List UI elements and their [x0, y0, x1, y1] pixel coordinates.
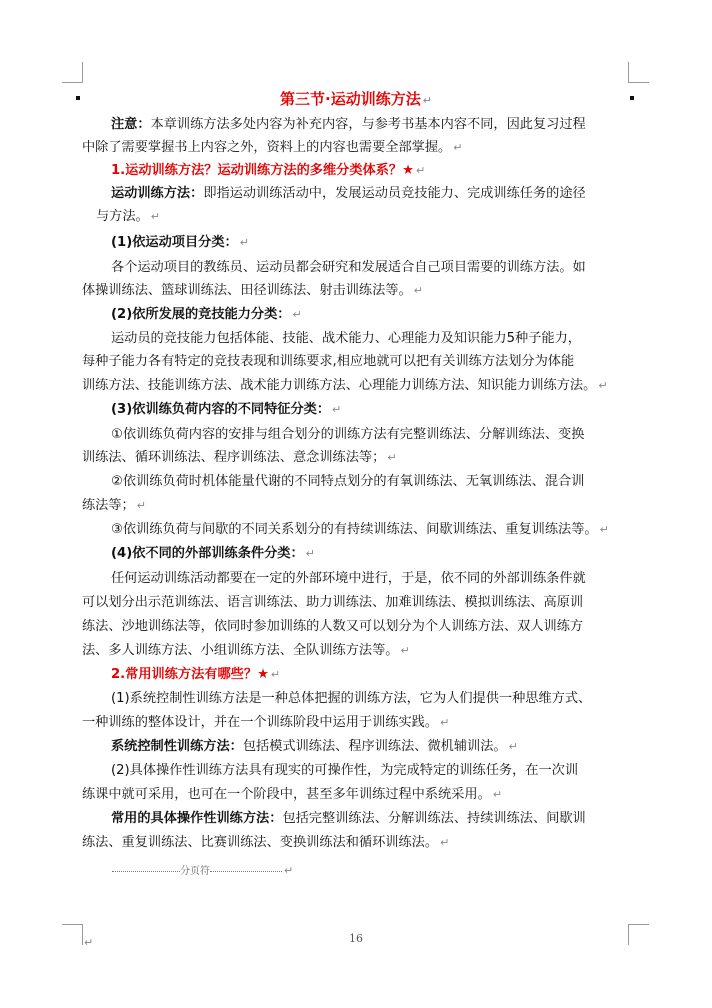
para-5-line-1: (1)系统控制性训练方法是一种总体把握的训练方法，它为人们提供一种思维方式、: [111, 691, 592, 706]
note-line-1: 注意：本章训练方法多处内容为补充内容，与参考书基本内容不同，因此复习过程: [111, 117, 586, 132]
subheading-4: (4)依不同的外部训练条件分类： ↵: [111, 546, 315, 561]
question-1-heading: 1.运动训练方法？运动训练方法的多维分类体系？★ ↵: [111, 163, 426, 178]
page-break-label: 分页符: [180, 866, 210, 877]
para-6: 系统控制性训练方法：包括模式训练法、程序训练法、微机辅训法。 ↵: [111, 739, 518, 754]
para-8-line-1: 常用的具体操作性训练方法：包括完整训练法、分解训练法、持续训练法、间歇训: [111, 811, 586, 826]
subheading-3: (3)依训练负荷内容的不同特征分类： ↵: [111, 402, 342, 417]
para-4-line-4: 法、多人训练方法、小组训练方法、全队训练方法等。 ↵: [82, 643, 410, 658]
para-3c-line-1: ③依训练负荷与间歇的不同关系划分的有持续训练法、间歇训练法、重复训练法等。 ↵: [111, 522, 609, 537]
note-line-2: 中除了需要掌握书上内容之外，资料上的内容也需要全部掌握。 ↵: [82, 140, 463, 155]
para-7-line-1: (2)具体操作性训练方法具有现实的可操作性，为完成特定的训练任务，在一次训: [111, 763, 579, 778]
para-7-line-2: 练课中就可采用，也可在一个阶段中，甚至多年训练过程中系统采用。 ↵: [82, 787, 503, 802]
para-3b-line-1: ②依训练负荷时机体能量代谢的不同特点划分的有氧训练法、无氧训练法、混合训: [111, 474, 585, 489]
para-1-line-1: 各个运动项目的教练员、运动员都会研究和发展适合自己项目需要的训练方法。如: [111, 260, 586, 275]
para-4-line-1: 任何运动训练活动都要在一定的外部环境中进行，于是，依不同的外部训练条件就: [111, 571, 586, 586]
para-3a-line-2: 训练法、循环训练法、程序训练法、意念训练法等； ↵: [82, 450, 397, 465]
star-icon: ★: [402, 163, 414, 178]
crop-mark-top-right: [628, 62, 649, 83]
para-2-line-1: 运动员的竞技能力包括体能、技能、战术能力、心理能力及知识能力5种子能力，: [111, 331, 581, 346]
footer-paragraph-mark: ↵: [84, 936, 94, 949]
para-4-line-3: 练法、沙地训练法等，依同时参加训练的人数又可以划分为个人训练方法、双人训练方: [82, 619, 584, 634]
definition-line-2: 与方法。 ↵: [96, 209, 160, 224]
para-4-line-2: 可以划分出示范训练法、语言训练法、助力训练法、加难训练法、模拟训练法、高原训: [82, 595, 584, 610]
subheading-2: (2)依所发展的竞技能力分类： ↵: [111, 307, 302, 322]
definition-line-1: 运动训练方法：即指运动训练活动中，发展运动员竞技能力、完成训练任务的途径: [111, 186, 586, 201]
para-5-line-2: 一种训练的整体设计，并在一个训练阶段中运用于训练实践。 ↵: [82, 715, 450, 730]
para-2-line-3: 训练方法、技能训练方法、战术能力训练方法、心理能力训练方法、知识能力训练方法。 ↵: [82, 378, 608, 393]
para-2-line-2: 每种子能力各有特定的竞技表现和训练要求,相应地就可以把有关训练方法划分为体能: [82, 354, 575, 369]
para-8-line-2: 练法、重复训练法、比赛训练法、变换训练法和循环训练法。 ↵: [82, 835, 450, 850]
page-number: 16: [349, 932, 363, 945]
section-title: 第三节·运动训练方法 ↵: [280, 90, 432, 108]
subheading-1: (1)依运动项目分类： ↵: [111, 235, 249, 250]
page-break: 分页符 ↵: [112, 862, 293, 877]
star-icon: ★: [257, 667, 269, 682]
para-3b-line-2: 练法等； ↵: [82, 498, 146, 513]
para-1-line-2: 体操训练法、篮球训练法、田径训练法、射击训练法等。 ↵: [82, 283, 423, 298]
crop-mark-top-left: [62, 62, 83, 83]
question-2-heading: 2.常用训练方法有哪些？★ ↵: [111, 667, 281, 682]
para-3a-line-1: ①依训练负荷内容的安排与组合划分的训练方法有完整训练法、分解训练法、变换: [111, 427, 585, 442]
